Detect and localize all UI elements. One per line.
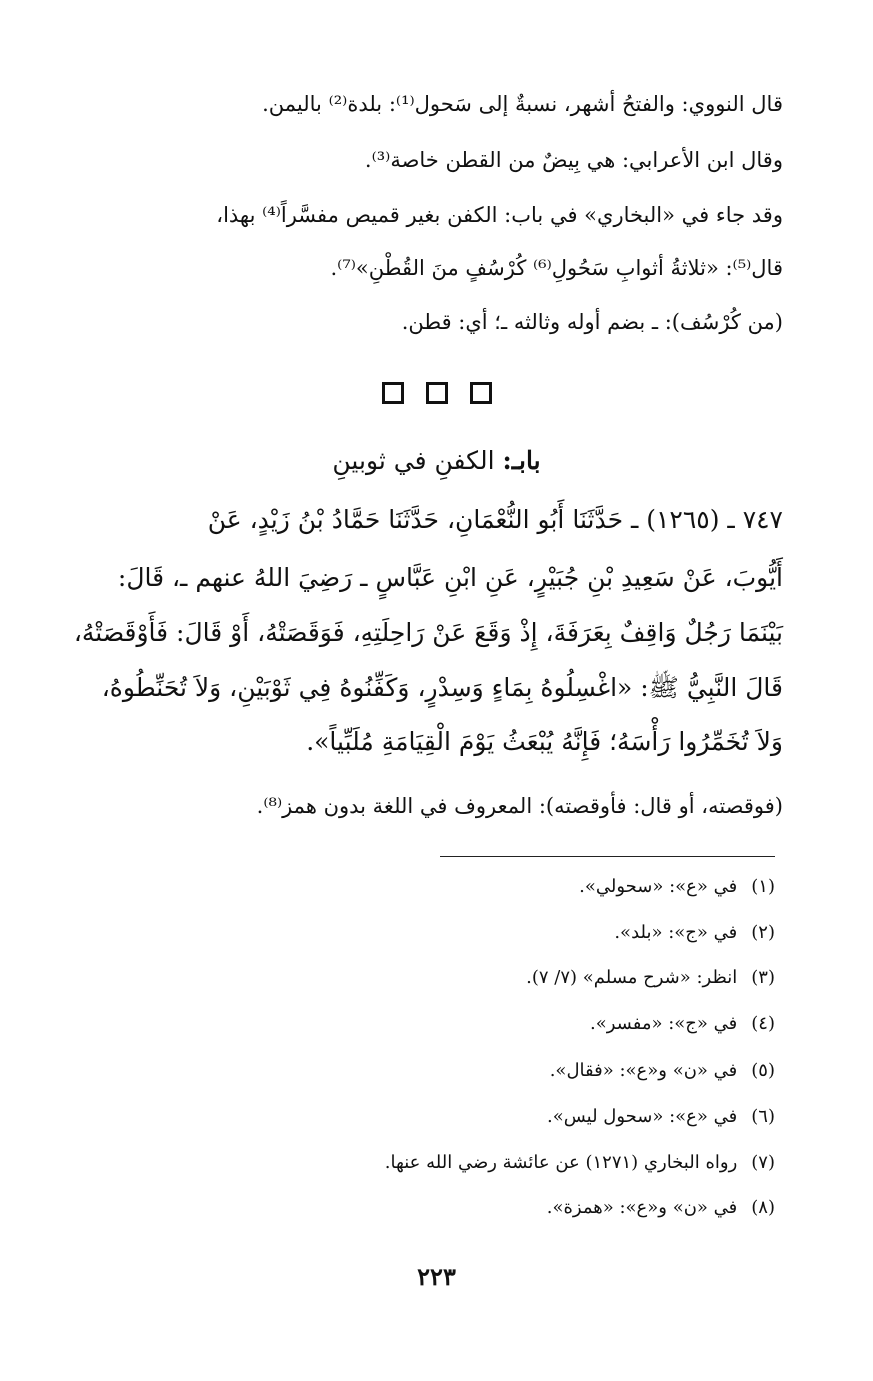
footnote-3 [526,967,775,988]
footnote-number: (١) [751,876,775,897]
footnote-number: (٧) [751,1152,775,1173]
footnote-number: (٤) [751,1013,775,1034]
footnote-number: (٦) [751,1106,775,1127]
footnote-number: (٣) [751,967,775,988]
footnote-1 [579,876,775,897]
footnote-5 [550,1060,775,1081]
section-separator [0,382,873,404]
footnote-8 [547,1197,775,1218]
footnote-divider [440,856,775,857]
footnote-text: في «ع»: «سحول ليس». [546,1106,738,1127]
footnote-text: في «ج»: «مفسر». [590,1013,738,1034]
intro-line-2: وقال ابن الأعرابي: هي بِيضٌ من القطن خاصة⁽³⁾. [364,148,783,172]
chapter-heading [0,446,873,475]
footnote-text: في «ن» و«ع»: «همزة». [546,1197,738,1218]
hadith-line-1: ٧٤٧ ـ (١٢٦٥) ـ حَدَّثَنَا أَبُو النُّعْمَانِ، حَدَّثَنَا حَمَّادُ بْنُ زَيْدٍ، عَنْ [207,505,783,534]
page-number: ٢٢٣ [417,1262,456,1291]
hadith-line-2: أَيُّوبَ، عَنْ سَعِيدِ بْنِ جُبَيْرٍ، عَنِ ابْنِ عَبَّاسٍ ـ رَضِيَ اللهُ عنهم ـ، قَالَ: [117,563,783,592]
intro-line-3: وقد جاء في «البخاري» في باب: الكفن بغير قميص مفسَّراً⁽⁴⁾ بهذا، [216,203,783,227]
footnote-number: (٢) [751,922,775,943]
footnote-number: (٥) [751,1060,775,1081]
hadith-line-5: وَلاَ تُخَمِّرُوا رَأْسَهُ؛ فَإِنَّهُ يُبْعَثُ يَوْمَ الْقِيَامَةِ مُلَبِّياً». [306,727,783,756]
chapter-title: الكفنِ في ثوبينِ [332,446,495,475]
footnote-text: في «ج»: «بلد». [614,922,738,943]
footnote-7 [385,1152,775,1173]
footnote-2 [614,922,775,943]
footnote-number: (٨) [751,1197,775,1218]
footnote-6 [547,1106,775,1127]
intro-line-1: قال النووي: والفتحُ أشهر، نسبةٌ إلى سَحول⁽¹⁾: بلدة⁽²⁾ باليمن. [262,92,783,116]
intro-line-4: قال⁽⁵⁾: «ثلاثةُ أثوابِ سَحُولِ⁽⁶⁾ كُرْسُفٍ منَ القُطْنِ»⁽⁷⁾. [330,256,783,280]
separator-square-icon [426,382,448,404]
footnote-text: انظر: «شرح مسلم» (٧/ ٧). [526,967,738,988]
separator-square-icon [470,382,492,404]
hadith-line-3: بَيْنَمَا رَجُلٌ وَاقِفٌ بِعَرَفَةَ، إِذْ وَقَعَ عَنْ رَاحِلَتِهِ، فَوَقَصَتْهُ، أَوْ قَالَ: فَأَوْقَصَتْهُ، [73,618,783,647]
footnote-text: في «ن» و«ع»: «فقال». [549,1060,738,1081]
intro-line-5: (من كُرْسُف): ـ بضم أوله وثالثه ـ؛ أي: قطن. [401,310,783,334]
footnote-text: في «ع»: «سحولي». [579,876,738,897]
hadith-line-4: قَالَ النَّبِيُّ ﷺ: «اغْسِلُوهُ بِمَاءٍ وَسِدْرٍ، وَكَفِّنُوهُ فِي ثَوْبَيْنِ، وَلاَ تُحَنِّطُوهُ، [101,673,783,702]
chapter-label: بابـ: [502,446,541,475]
footnote-4 [590,1013,775,1034]
separator-square-icon [382,382,404,404]
hadith-note: (فوقصته، أو قال: فأوقصته): المعروف في اللغة بدون همز⁽⁸⁾. [256,794,783,818]
footnote-text: رواه البخاري (١٢٧١) عن عائشة رضي الله عنها. [384,1152,738,1173]
